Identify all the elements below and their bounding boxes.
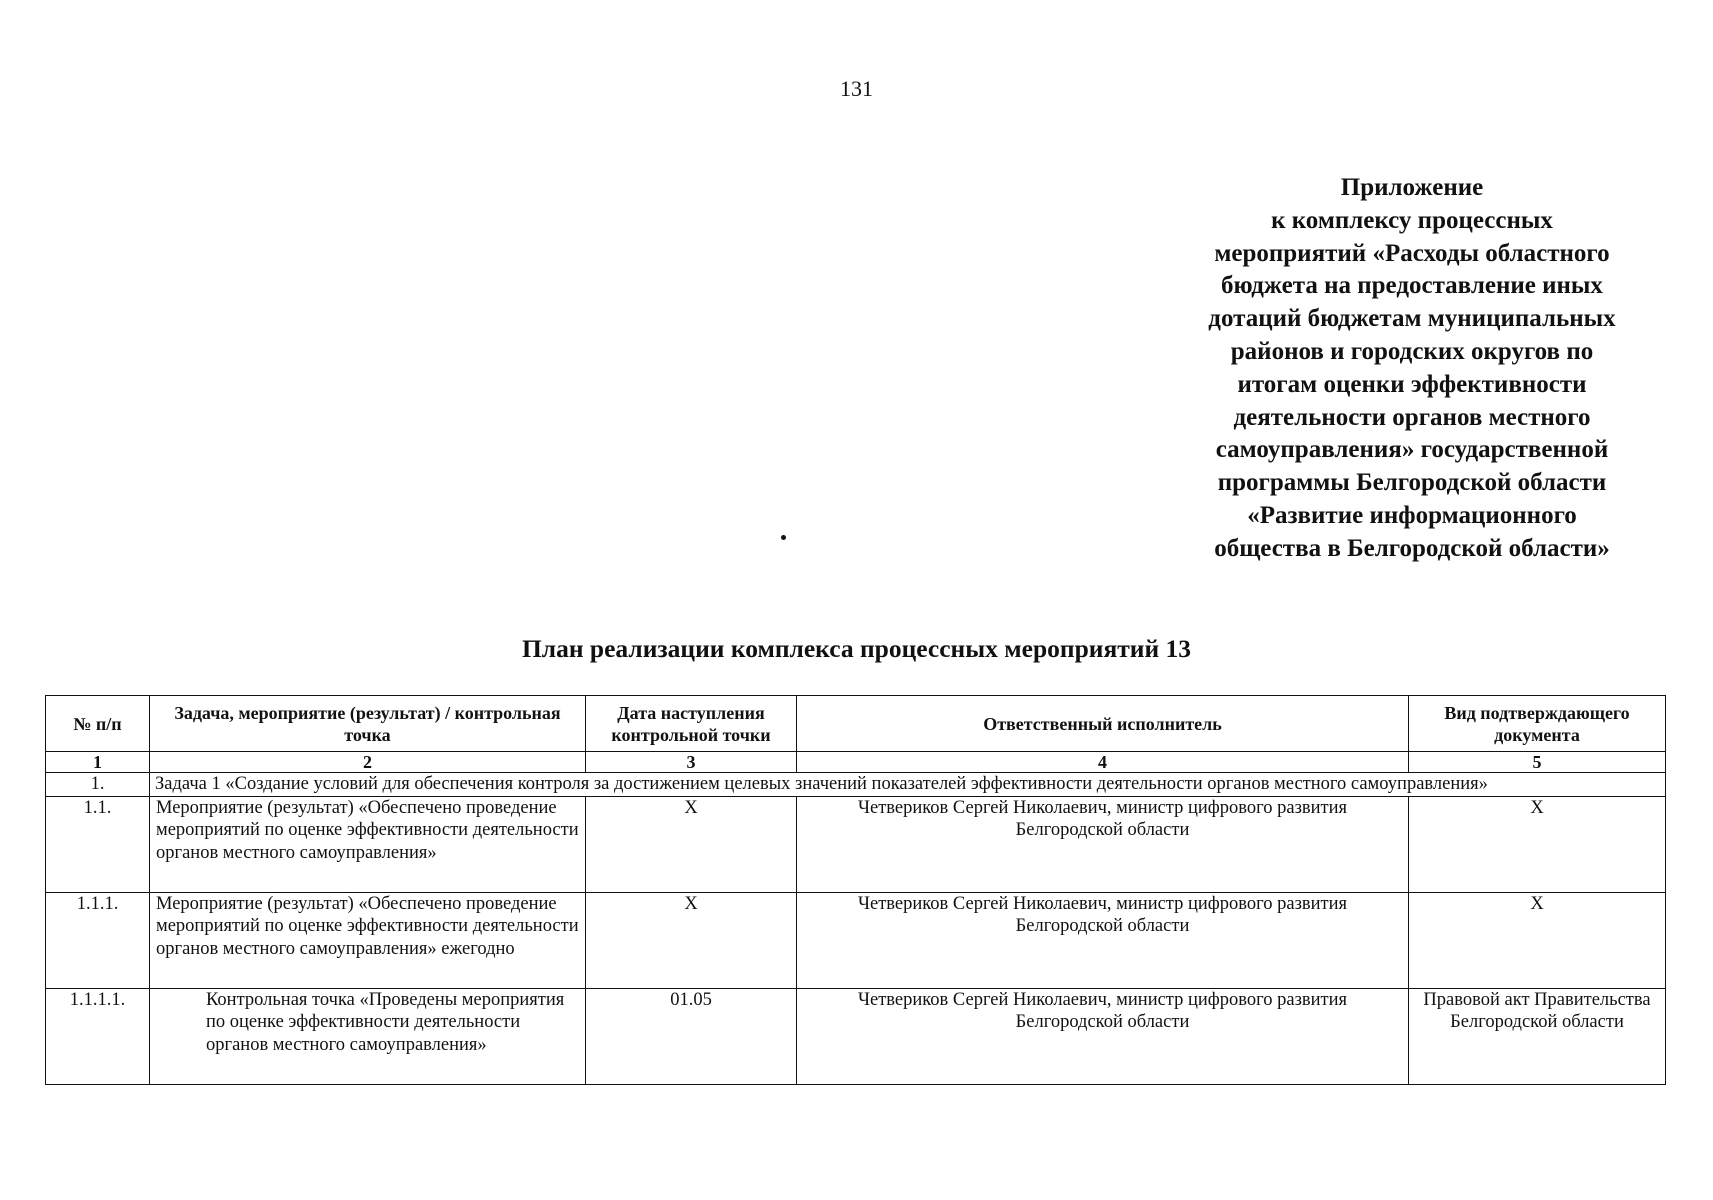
appendix-line: самоуправления» государственной <box>1215 436 1609 464</box>
task-num: 1. <box>46 773 150 797</box>
task-text: Задача 1 «Создание условий для обеспечения контроля за достижением целевых значений показателей эффективности деятельности органов местного самоуправления» <box>150 773 1666 797</box>
column-number: 1 <box>46 752 150 773</box>
header-executor: Ответственный исполнитель <box>797 696 1409 752</box>
column-number-row <box>46 752 1666 773</box>
appendix-line: общества в Белгородской области» <box>1214 534 1610 562</box>
column-number: 2 <box>150 752 586 773</box>
table-row <box>46 796 1666 892</box>
row-executor: Четвериков Сергей Николаевич, министр цифрового развития Белгородской области <box>797 796 1409 892</box>
header-task: Задача, мероприятие (результат) / контрольная точка <box>150 696 586 752</box>
column-number: 3 <box>586 752 797 773</box>
row-document: X <box>1409 796 1666 892</box>
plan-title: План реализации комплекса процессных мероприятий 13 <box>521 634 1192 663</box>
scan-speck <box>781 535 786 540</box>
row-task: Мероприятие (результат) «Обеспечено проведение мероприятий по оценке эффективности деятельности органов местного самоуправления» ежегодно <box>150 892 586 988</box>
appendix-line: мероприятий «Расходы областного <box>1214 239 1610 267</box>
header-num: № п/п <box>46 696 150 752</box>
appendix-line: программы Белгородской области <box>1217 469 1607 497</box>
task-row <box>46 773 1666 797</box>
appendix-line: «Развитие информационного <box>1247 501 1577 529</box>
row-task: Контрольная точка «Проведены мероприятия по оценке эффективности деятельности органов местного самоуправления» <box>150 988 586 1084</box>
row-date: X <box>586 892 797 988</box>
row-task: Мероприятие (результат) «Обеспечено проведение мероприятий по оценке эффективности деятельности органов местного самоуправления» <box>150 796 586 892</box>
page-number: 131 <box>840 76 873 101</box>
table-row <box>46 892 1666 988</box>
appendix-line: районов и городских округов по <box>1230 337 1594 365</box>
row-date: 01.05 <box>586 988 797 1084</box>
row-document: Правовой акт Правительства Белгородской области <box>1409 988 1666 1084</box>
column-number: 4 <box>797 752 1409 773</box>
appendix-line: дотаций бюджетам муниципальных <box>1208 305 1616 333</box>
appendix-line: Приложение <box>1340 174 1484 201</box>
row-executor: Четвериков Сергей Николаевич, министр цифрового развития Белгородской области <box>797 988 1409 1084</box>
appendix-line: к комплексу процессных <box>1271 206 1553 234</box>
row-num: 1.1.1. <box>46 892 150 988</box>
row-document: X <box>1409 892 1666 988</box>
appendix-line: итогам оценки эффективности <box>1237 370 1587 398</box>
row-num: 1.1. <box>46 796 150 892</box>
header-date: Дата наступления контрольной точки <box>586 696 797 752</box>
row-executor: Четвериков Сергей Николаевич, министр цифрового развития Белгородской области <box>797 892 1409 988</box>
column-number: 5 <box>1409 752 1666 773</box>
table-row <box>46 988 1666 1084</box>
plan-table <box>45 695 1666 1085</box>
header-row <box>46 696 1666 752</box>
row-date: X <box>586 796 797 892</box>
appendix-line: бюджета на предоставление иных <box>1221 272 1603 300</box>
appendix-heading <box>1162 172 1662 566</box>
header-document: Вид подтверждающего документа <box>1409 696 1666 752</box>
row-num: 1.1.1.1. <box>46 988 150 1084</box>
appendix-line: деятельности органов местного <box>1233 403 1591 431</box>
